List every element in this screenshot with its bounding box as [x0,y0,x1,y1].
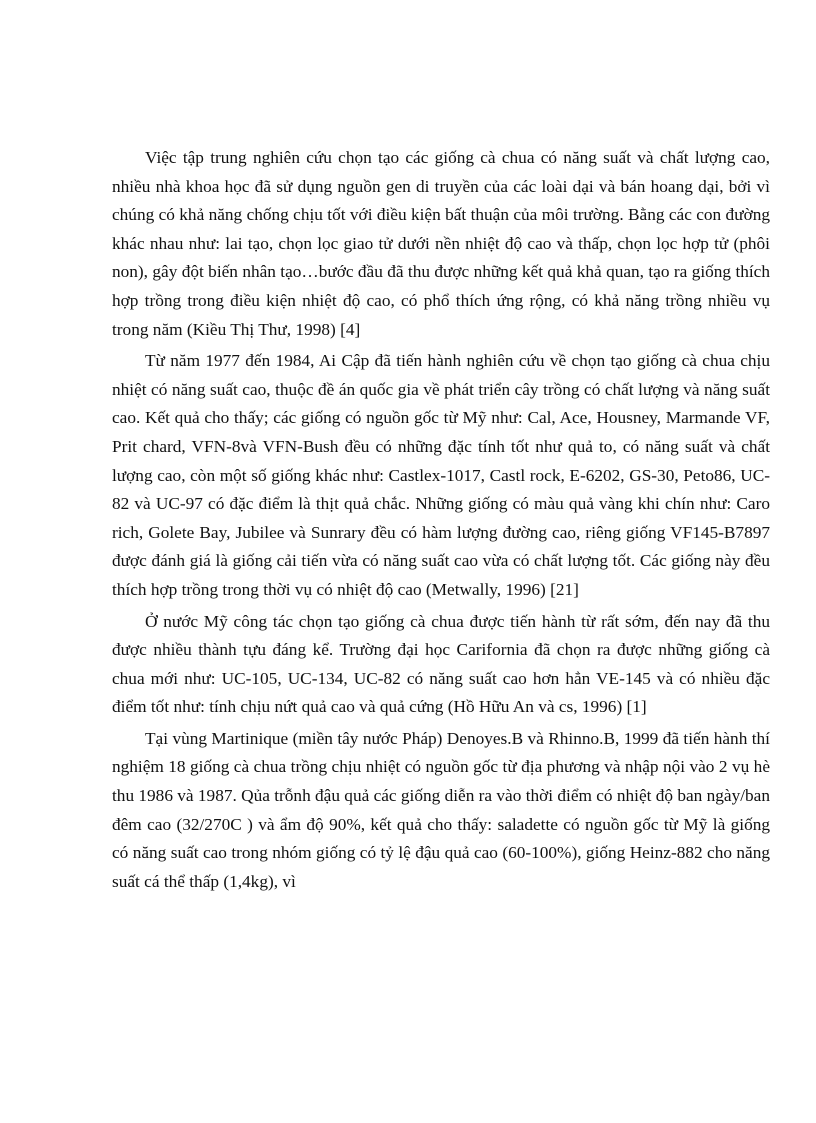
document-page [112,144,770,899]
paragraph-usa-breeding: Ở nước Mỹ công tác chọn tạo giống cà chua được tiến hành từ rất sớm, đến nay đã thu được nhiều thành tựu đáng kể. Trường đại học Carifornia đã chọn ra được những giống cà chua mới như: UC-105, UC-134, UC-82 có năng suất cao hơn hẳn VE-145 và có nhiều đặc điểm tốt như: tính chịu nứt quả cao và quả cứng (Hồ Hữu An và cs, 1996) [1] [112,611,770,717]
paragraph-egypt-research: Từ năm 1977 đến 1984, Ai Cập đã tiến hành nghiên cứu về chọn tạo giống cà chua chịu nhiệt có năng suất cao, thuộc đề án quốc gia về phát triển cây trồng có chất lượng và năng suất cao. Kết quả cho thấy; các giống có nguồn gốc từ Mỹ như: Cal, Ace, Housney, Marmande VF, Prit chard, VFN-8và VFN-Bush đều có những đặc tính tốt như quả to, có năng suất và chất lượng cao, còn một số giống khác như: Castlex-1017, Castl rock, E-6202, GS-30, Peto86, UC-82 và UC-97 có đặc điểm là thịt quả chắc. Những giống có màu quả vàng khi chín như: Caro rich, Golete Bay, Jubilee và Sunrary đều có hàm lượng đường cao, riêng giống VF145-B7897 được đánh giá là giống cải tiến vừa có năng suất cao vừa có chất lượng tốt. Các giống này đều thích hợp trồng trong thời vụ có nhiệt độ cao (Metwally, 1996) [21] [112,351,770,599]
paragraph-wild-species-breeding: Việc tập trung nghiên cứu chọn tạo các giống cà chua có năng suất và chất lượng cao, nhiều nhà khoa học đã sử dụng nguồn gen di truyền của các loài dại và bán hoang dại, bởi vì chúng có khả năng chống chịu tốt với điều kiện bất thuận của môi trường. Bằng các con đường khác nhau như: lai tạo, chọn lọc giao tử dưới nền nhiệt độ cao và thấp, chọn lọc hợp tử (phôi non), gây đột biến nhân tạo…bước đầu đã thu được những kết quả khả quan, tạo ra giống thích hợp trồng trong điều kiện nhiệt độ cao, có phổ thích ứng rộng, có khả năng trồng nhiều vụ trong năm (Kiều Thị Thư, 1998) [4] [112,148,770,339]
paragraph-martinique-trial: Tại vùng Martinique (miền tây nước Pháp) Denoyes.B và Rhinno.B, 1999 đã tiến hành thí nghiệm 18 giống cà chua trồng chịu nhiệt có nguồn gốc từ địa phương và nhập nội vào 2 vụ hè thu 1986 và 1987. Qủa trỗnh đậu quả các giống diễn ra vào thời điểm có nhiệt độ ban ngày/ban đêm cao (32/270C ) và ẩm độ 90%, kết quả cho thấy: saladette có nguồn gốc từ Mỹ là giống có năng suất cao trong nhóm giống có tỷ lệ đậu quả cao (60-100%), giống Heinz-882 cho năng suất cá thể thấp (1,4kg), vì [112,728,770,891]
